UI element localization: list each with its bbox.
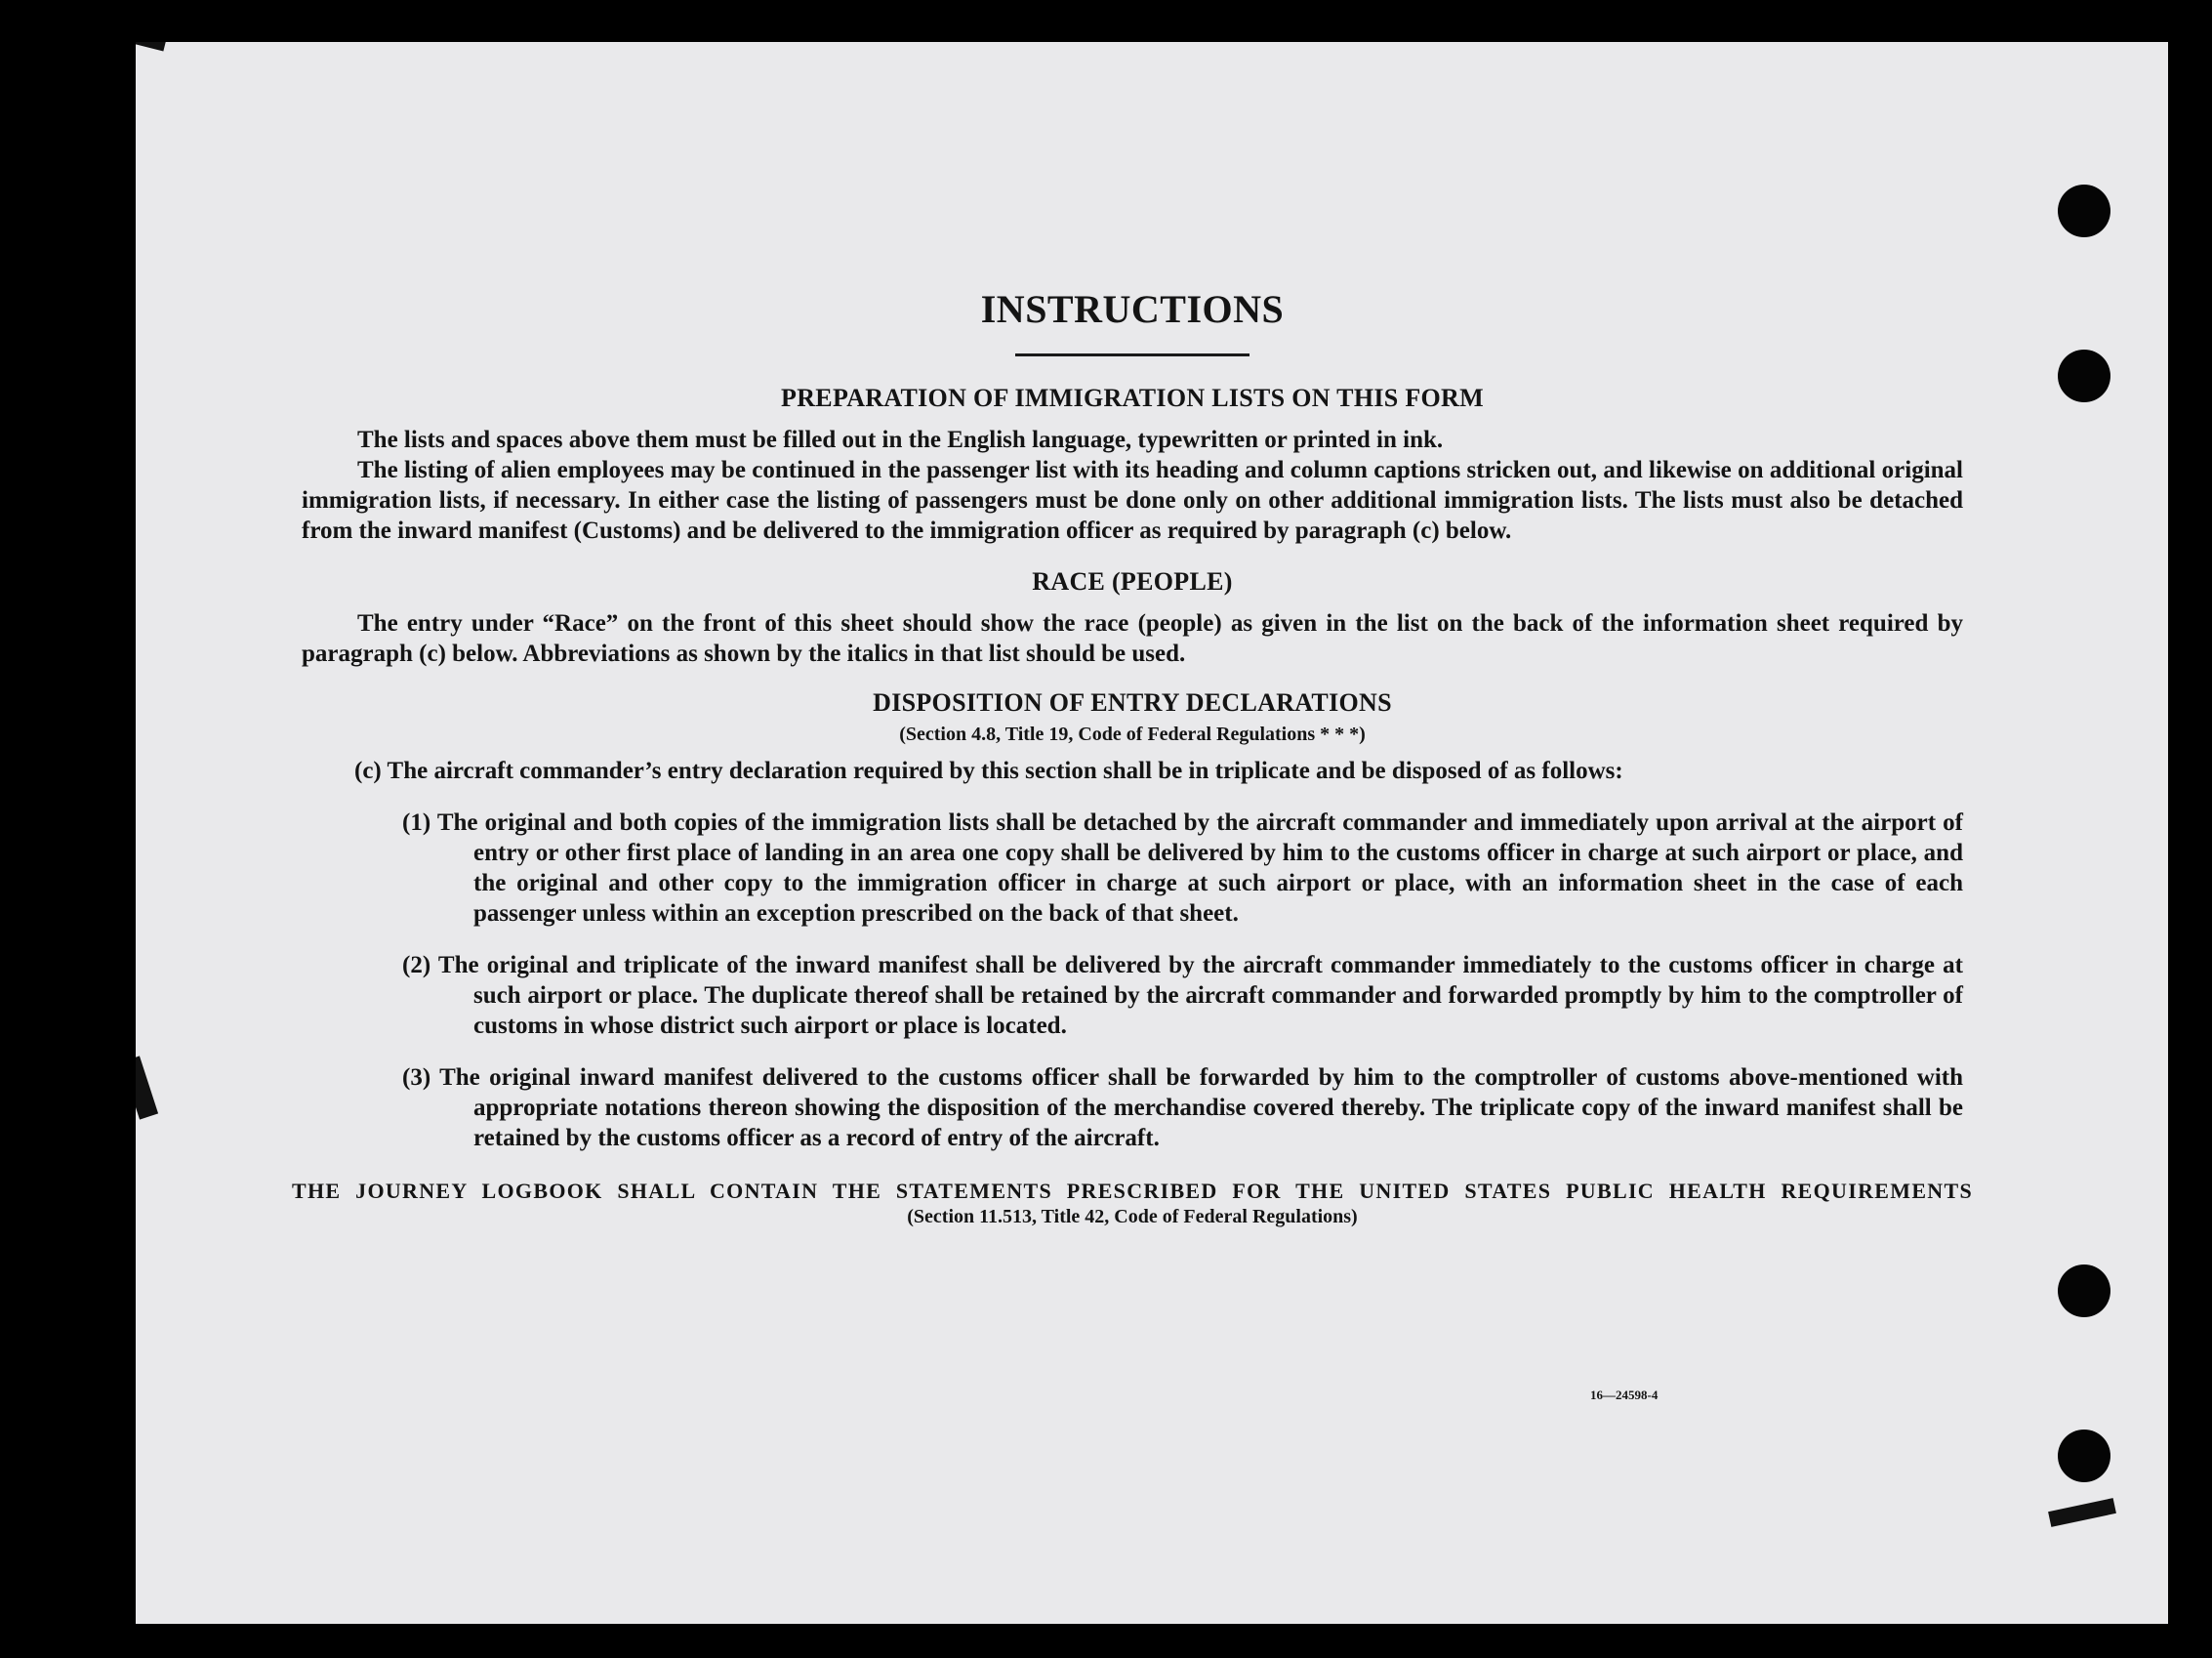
race-paragraph: The entry under “Race” on the front of this sheet should show the race (people) as given in the list on the back of the information sheet required by paragraph (c) below. Abbreviations as shown by the italics in that list should be used.	[302, 610, 1963, 667]
heading-race: RACE (PEOPLE)	[1032, 567, 1233, 596]
heading-preparation: PREPARATION OF IMMIGRATION LISTS ON THIS FORM	[781, 384, 1484, 412]
title-underline	[1015, 353, 1249, 356]
instructions-body	[292, 286, 1973, 1228]
disposition-item-1: (1) The original and both copies of the immigration lists shall be detached by the aircraft commander and immediately upon arrival at the airport of entry or other first place of landing in an area one copy shall be delivered by him to the customs officer in charge at such airport or place, and the original and other copy to the immigration officer in charge at such airport or place, with an information sheet in the case of each passenger unless within an exception prescribed on the back of that sheet.	[402, 809, 1963, 927]
punch-hole	[2058, 350, 2110, 402]
disposition-item-3: (3) The original inward manifest delivered to the customs officer shall be forwarded by him to the comptroller of customs above-mentioned with appropriate notations thereon showing the disposition of the merchandise covered thereby. The triplicate copy of the inward manifest shall be retained by the customs officer as a record of entry of the aircraft.	[402, 1064, 1963, 1151]
scan-mark	[2048, 1498, 2116, 1527]
scan-mark	[136, 42, 166, 51]
preparation-paragraph-2: The listing of alien employees may be continued in the passenger list with its heading and column captions stricken out, and likewise on additional original immigration lists, if necessary. In either case the listing of passengers must be done only on other additional immigration lists. The lists must also be detached from the inward manifest (Customs) and be delivered to the immigration officer as required by paragraph (c) below.	[302, 457, 1963, 544]
closing-statement: THE JOURNEY LOGBOOK SHALL CONTAIN THE STATEMENTS PRESCRIBED FOR THE UNITED STATES PUBLIC HEALTH REQUIREMENTS	[292, 1179, 1973, 1203]
closing-citation: (Section 11.513, Title 42, Code of Federal Regulations)	[907, 1206, 1358, 1227]
punch-hole	[2058, 185, 2110, 237]
form-number: 16—24598-4	[1590, 1388, 1659, 1402]
punch-hole	[2058, 1264, 2110, 1317]
page-title: INSTRUCTIONS	[980, 287, 1285, 331]
disposition-lead: (c) The aircraft commander’s entry declaration required by this section shall be in triplicate and be disposed of as follows:	[354, 758, 1623, 784]
document-page	[136, 42, 2168, 1624]
heading-disposition: DISPOSITION OF ENTRY DECLARATIONS	[873, 688, 1392, 717]
punch-hole	[2058, 1430, 2110, 1482]
disposition-citation: (Section 4.8, Title 19, Code of Federal Regulations * * *)	[899, 724, 1366, 745]
preparation-paragraph-1: The lists and spaces above them must be filled out in the English language, typewritten or printed in ink.	[357, 427, 1444, 453]
scan-mark	[136, 1056, 158, 1119]
disposition-item-2: (2) The original and triplicate of the inward manifest shall be delivered by the aircraft commander immediately to the customs officer in charge at such airport or place. The duplicate thereof shall be retained by the aircraft commander and forwarded promptly by him to the comptroller of customs in whose district such airport or place is located.	[402, 952, 1963, 1039]
